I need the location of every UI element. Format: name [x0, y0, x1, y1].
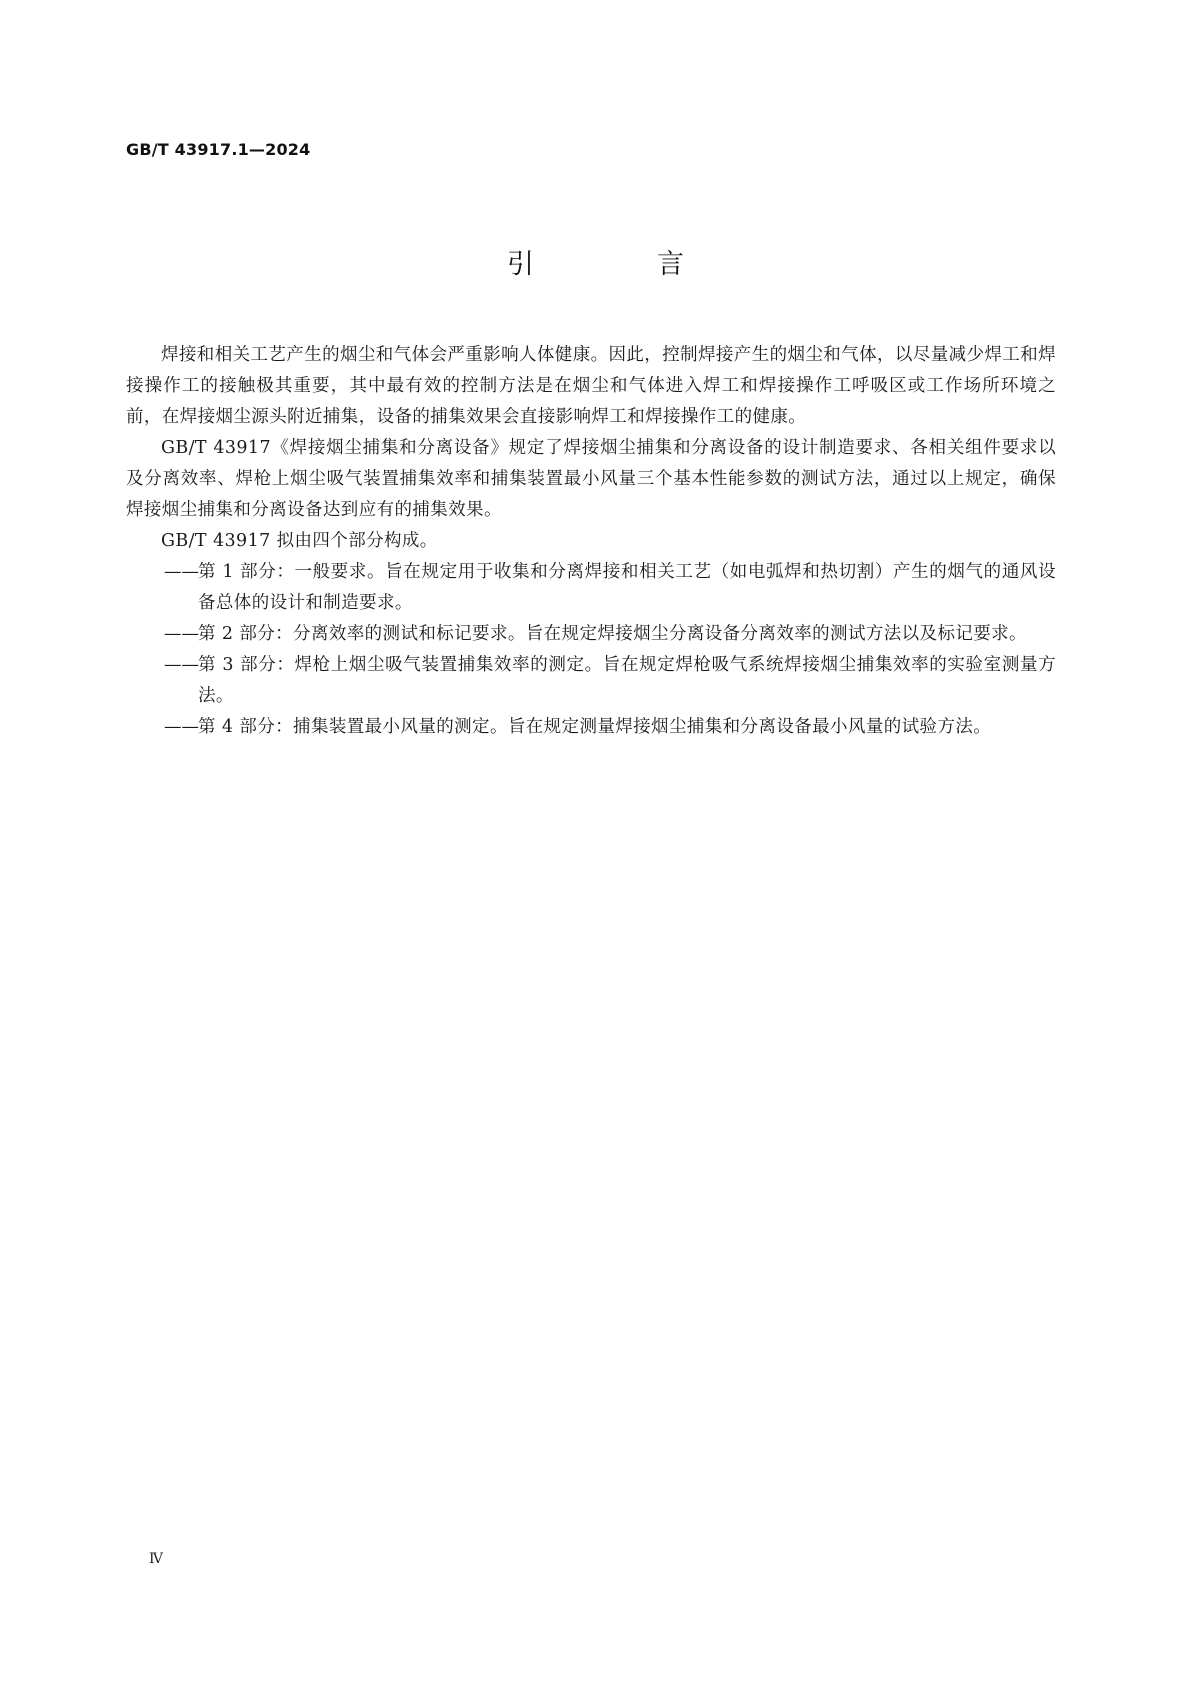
page-title: 引 言: [507, 249, 732, 280]
paragraph-intro: 焊接和相关工艺产生的烟尘和气体会严重影响人体健康。因此，控制焊接产生的烟尘和气体，以尽量减少焊工和焊接操作工的接触极其重要，其中最有效的控制方法是在烟尘和气体进入焊工和焊接操作工呼吸区或工作场所环境之前，在焊接烟尘源头附近捕集，设备的捕集效果会直接影响焊工和焊接操作工的健康。: [126, 345, 1056, 427]
list-item-text: 第 4 部分：捕集装置最小风量的测定。旨在规定测量焊接烟尘捕集和分离设备最小风量的试验方法。: [198, 717, 992, 737]
list-item-text: 第 1 部分：一般要求。旨在规定用于收集和分离焊接和相关工艺（如电弧焊和热切割）产生的烟气的通风设备总体的设计和制造要求。: [198, 562, 1056, 613]
list-item-part-4: [126, 712, 1056, 743]
main-content: [126, 340, 1056, 743]
list-dash: ——: [164, 562, 199, 582]
list-dash: ——: [164, 624, 199, 644]
list-item-text: 第 3 部分：焊枪上烟尘吸气装置捕集效率的测定。旨在规定焊枪吸气系统焊接烟尘捕集效率的实验室测量方法。: [198, 655, 1056, 706]
list-dash: ——: [164, 717, 199, 737]
page-number: Ⅳ: [149, 1551, 163, 1567]
list-item-text: 第 2 部分：分离效率的测试和标记要求。旨在规定焊接烟尘分离设备分离效率的测试方法以及标记要求。: [198, 624, 1027, 644]
paragraph-structure: GB/T 43917 拟由四个部分构成。: [161, 531, 438, 551]
standard-code: GB/T 43917.1—2024: [126, 140, 311, 159]
list-item-part-1: [126, 557, 1056, 619]
list-dash: ——: [164, 655, 199, 675]
list-item-part-3: [126, 650, 1056, 712]
list-item-part-2: [126, 619, 1056, 650]
paragraph-scope: GB/T 43917《焊接烟尘捕集和分离设备》规定了焊接烟尘捕集和分离设备的设计制造要求、各相关组件要求以及分离效率、焊枪上烟尘吸气装置捕集效率和捕集装置最小风量三个基本性能参数的测试方法，通过以上规定，确保焊接烟尘捕集和分离设备达到应有的捕集效果。: [126, 438, 1056, 520]
